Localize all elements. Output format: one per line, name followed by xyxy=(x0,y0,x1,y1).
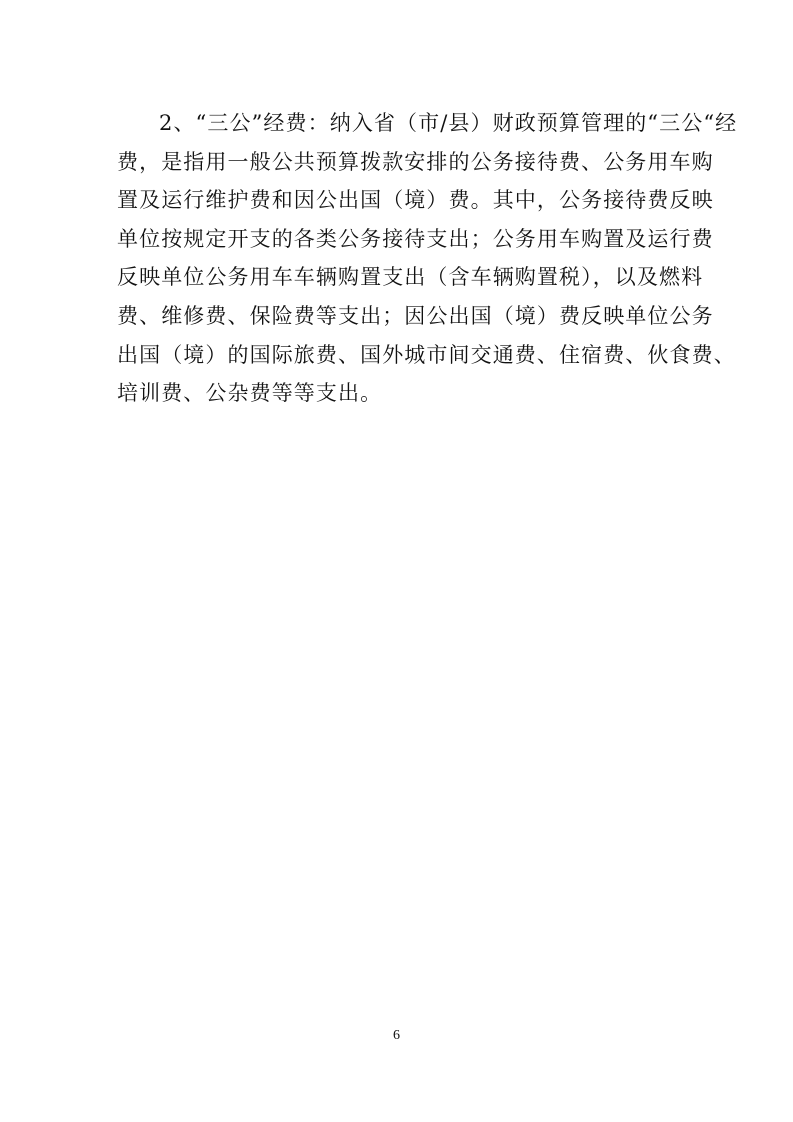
paragraph-line: 出国（境）的国际旅费、国外城市间交通费、住宿费、伙食费、 xyxy=(117,342,736,367)
paragraph-line: 培训费、公杂费等等支出。 xyxy=(117,381,383,406)
paragraph-line: 置及运行维护费和因公出国（境）费。其中，公务接待费反映 xyxy=(117,188,714,213)
paragraph-three-public-expenses xyxy=(117,104,738,413)
paragraph-line: 单位按规定开支的各类公务接待支出；公务用车购置及运行费 xyxy=(117,226,714,251)
page-number: 6 xyxy=(393,1028,400,1043)
paragraph-line: 费，是指用一般公共预算拨款安排的公务接待费、公务用车购 xyxy=(117,149,714,174)
paragraph-line: 费、维修费、保险费等支出；因公出国（境）费反映单位公务 xyxy=(117,303,714,328)
paragraph-line: 2、“三公”经费：纳入省（市/县）财政预算管理的“三公“经 xyxy=(159,111,738,135)
paragraph-line: 反映单位公务用车车辆购置支出（含车辆购置税），以及燃料 xyxy=(117,265,704,290)
